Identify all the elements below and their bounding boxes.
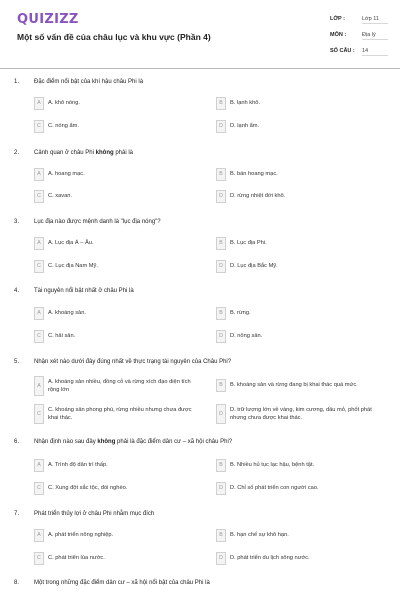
option-text: D. trữ lượng lớn về vàng, kim cương, dầu mỏ, phốt phát nhưng chưa được khai thác. xyxy=(230,407,372,421)
option-letter-badge: C xyxy=(34,552,44,565)
option-text: D. rừng nhiệt đới khô. xyxy=(230,193,286,199)
option-letter-badge: B xyxy=(216,97,226,110)
option-letter-badge: C xyxy=(34,404,44,424)
option-letter-badge: A xyxy=(34,376,44,396)
question-number: 3. xyxy=(14,219,20,225)
question-text: Đặc điểm nổi bật của khí hậu châu Phi là xyxy=(34,79,144,85)
question-number: 6. xyxy=(14,439,20,445)
emphasis-text: không xyxy=(95,150,114,156)
option-text: C. phát triển lúa nước. xyxy=(48,555,105,561)
option-letter-badge: D xyxy=(216,404,226,424)
class-label: LỚP : xyxy=(330,16,345,22)
option-letter-badge: C xyxy=(34,482,44,495)
subject-label: MÔN : xyxy=(330,32,347,38)
question-count-field xyxy=(330,46,388,58)
option-letter-badge: D xyxy=(216,260,226,273)
question-text: Lục địa nào được mệnh danh là "lục địa nóng"? xyxy=(34,219,161,225)
option-text: D. phát triển du lịch sông nước. xyxy=(230,555,310,561)
question-number: 1. xyxy=(14,79,20,85)
option-letter-badge: B xyxy=(216,459,226,472)
option-text: D. nông sản. xyxy=(230,333,263,339)
question-text: Tài nguyên nổi bật nhất ở châu Phi là xyxy=(34,288,134,294)
option-text: B. khoáng sản và rừng đang bị khai thác quá mức. xyxy=(230,382,358,388)
option-text: C. Lục địa Nam Mỹ. xyxy=(48,263,98,269)
option-letter-badge: C xyxy=(34,330,44,343)
option-text: C. xavan. xyxy=(48,193,73,199)
question-number: 4. xyxy=(14,288,20,294)
option-letter-badge: D xyxy=(216,190,226,203)
option-letter-badge: D xyxy=(216,120,226,133)
class-field xyxy=(330,14,388,26)
worksheet-title: Một số vấn đề của châu lục và khu vực (Phần 4) xyxy=(17,32,211,42)
option-text: A. hoang mạc. xyxy=(48,171,85,177)
option-letter-badge: B xyxy=(216,529,226,542)
option-letter-badge: C xyxy=(34,190,44,203)
option-text: D. lạnh ẩm. xyxy=(230,123,260,129)
question-number: 2. xyxy=(14,150,20,156)
worksheet-header xyxy=(0,0,400,62)
option-letter-badge: C xyxy=(34,120,44,133)
option-letter-badge: D xyxy=(216,330,226,343)
question-number: 7. xyxy=(14,511,20,517)
question-count-value: 14 xyxy=(362,46,388,56)
option-text: A. Lục địa Á – Âu. xyxy=(48,240,94,246)
question-text: Một trong những đặc điểm dân cư – xã hội nổi bật của châu Phi là xyxy=(34,580,210,586)
option-letter-badge: C xyxy=(34,260,44,273)
option-letter-badge: B xyxy=(216,168,226,181)
option-text: D. Chỉ số phát triển con người cao. xyxy=(230,485,319,491)
option-letter-badge: A xyxy=(34,237,44,250)
header-divider xyxy=(0,68,400,69)
option-text: C. nóng ẩm. xyxy=(48,123,79,129)
option-letter-badge: A xyxy=(34,459,44,472)
subject-field xyxy=(330,30,388,42)
option-text: C. Xung đột sắc tộc, đói nghèo. xyxy=(48,485,128,491)
question-text: Nhận xét nào dưới đây đúng nhất về thực trạng tài nguyên của Châu Phi? xyxy=(34,359,232,365)
option-text: B. Nhiều hủ tục lạc hậu, bệnh tật. xyxy=(230,462,315,468)
option-text: A. khoáng sản nhiều, đồng cỏ và rừng xích đạo diện tích rộng lớn xyxy=(48,379,191,393)
question-text: Nhận định nào sau đây không phải là đặc điểm dân cư – xã hội châu Phi? xyxy=(34,439,233,445)
option-letter-badge: A xyxy=(34,168,44,181)
class-value: Lớp 11 xyxy=(362,14,388,24)
quizizz-logo: QUIZIZZ xyxy=(17,12,79,27)
option-letter-badge: A xyxy=(34,307,44,320)
question-text: Cảnh quan ở châu Phi không phải là xyxy=(34,150,134,156)
option-letter-badge: B xyxy=(216,237,226,250)
option-letter-badge: A xyxy=(34,97,44,110)
option-letter-badge: D xyxy=(216,552,226,565)
option-letter-badge: D xyxy=(216,482,226,495)
option-text: B. rừng. xyxy=(230,310,251,316)
option-text: A. khoáng sản. xyxy=(48,310,86,316)
option-text: B. hạn chế sự khô hạn. xyxy=(230,532,289,538)
option-text: D. Lục địa Bắc Mỹ. xyxy=(230,263,278,269)
option-text: B. lạnh khô. xyxy=(230,100,261,106)
question-count-label: SỐ CÂU : xyxy=(330,48,355,54)
option-text: A. Trình độ dân trí thấp. xyxy=(48,462,108,468)
option-letter-badge: B xyxy=(216,307,226,320)
option-letter-badge: B xyxy=(216,379,226,392)
option-text: A. khô nóng. xyxy=(48,100,80,106)
option-text: C. khoáng sản phong phú, rừng nhiều nhưng chưa được khai thác. xyxy=(48,407,192,421)
question-number: 8. xyxy=(14,580,20,586)
question-text: Phát triển thủy lợi ở châu Phi nhằm mục đích xyxy=(34,511,155,517)
option-text: C. hải sản. xyxy=(48,333,76,339)
option-letter-badge: A xyxy=(34,529,44,542)
option-text: B. Lục địa Phi. xyxy=(230,240,267,246)
option-text: A. phát triển nông nghiệp. xyxy=(48,532,114,538)
question-number: 5. xyxy=(14,359,20,365)
subject-value: Địa lý xyxy=(362,30,388,40)
emphasis-text: không xyxy=(97,439,116,445)
option-text: B. bán hoang mạc. xyxy=(230,171,278,177)
